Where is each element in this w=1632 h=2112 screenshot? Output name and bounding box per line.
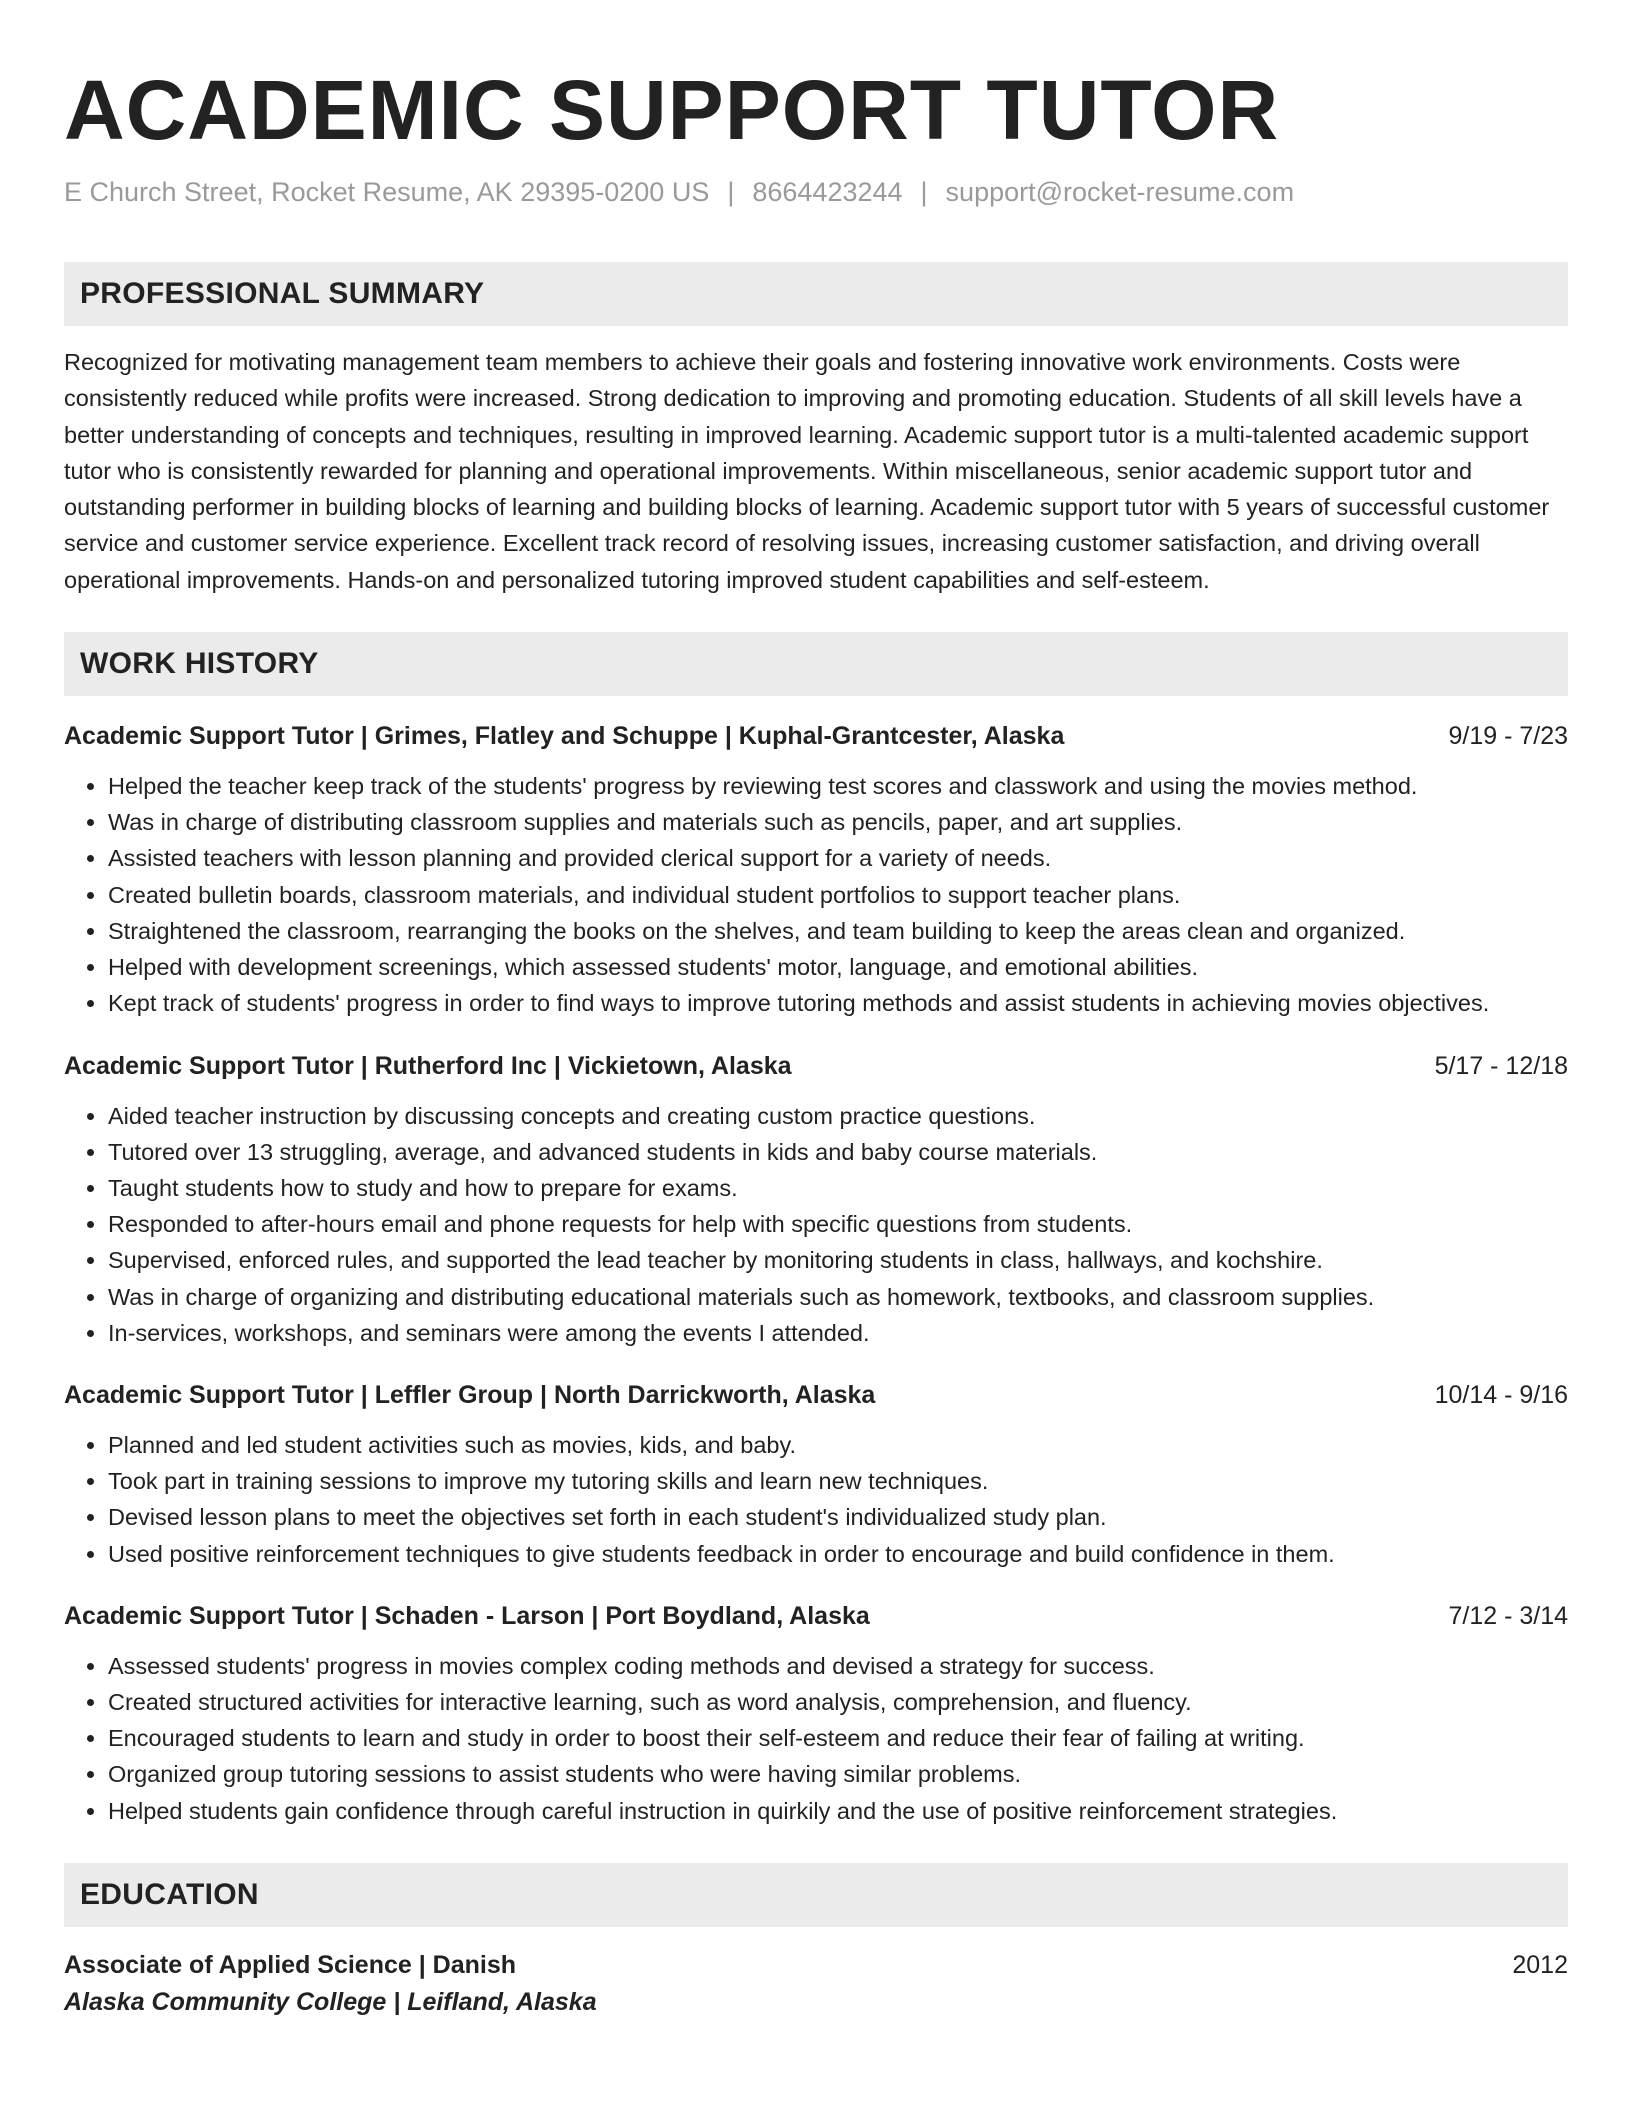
- job-entry: [64, 718, 1568, 1021]
- job-bullet: • Devised lesson plans to meet the objectives set forth in each student's individualized study plan.: [108, 1499, 1568, 1535]
- job-entry: [64, 1377, 1568, 1572]
- education-year: 2012: [1512, 1950, 1568, 1979]
- education-header: [64, 1947, 1568, 1984]
- job-bullet: • Taught students how to study and how to prepare for exams.: [108, 1170, 1568, 1206]
- work-history-heading: WORK HISTORY: [64, 632, 1568, 696]
- job-title: Academic Support Tutor | Schaden - Larson | Port Boydland, Alaska: [64, 1601, 870, 1630]
- contact-separator: |: [920, 177, 928, 207]
- job-header: [64, 1377, 1568, 1413]
- job-dates: 7/12 - 3/14: [1448, 1601, 1568, 1630]
- education-heading: EDUCATION: [64, 1863, 1568, 1927]
- job-bullets: [64, 1098, 1568, 1351]
- job-bullet: • Created bulletin boards, classroom materials, and individual student portfolios to support teacher plans.: [108, 877, 1568, 913]
- summary-text: Recognized for motivating management team members to achieve their goals and fostering innovative work environments. Costs were consistently reduced while profits were increased. Strong dedication to improving and promoting education. Students of all skill levels have a better understanding of concepts and techniques, resulting in improved learning. Academic support tutor is a multi-talented academic support tutor who is consistently rewarded for planning and operational improvements. Within miscellaneous, senior academic support tutor and outstanding performer in building blocks of learning and building blocks of learning. Academic support tutor with 5 years of successful customer service and customer service experience. Excellent track record of resolving issues, increasing customer satisfaction, and driving overall operational improvements. Hands-on and personalized tutoring improved student capabilities and self-esteem.: [64, 349, 1550, 593]
- job-bullet: • Kept track of students' progress in order to find ways to improve tutoring methods and assist students in achieving movies objectives.: [108, 985, 1568, 1021]
- job-dates: 9/19 - 7/23: [1448, 722, 1568, 751]
- job-bullet: • Responded to after-hours email and phone requests for help with specific questions from students.: [108, 1206, 1568, 1242]
- job-bullet: • Tutored over 13 struggling, average, and advanced students in kids and baby course materials.: [108, 1134, 1568, 1170]
- contact-phone: 8664423244: [752, 177, 903, 207]
- job-header: [64, 1048, 1568, 1084]
- job-bullet: • Encouraged students to learn and study in order to boost their self-esteem and reduce their fear of failing at writing.: [108, 1720, 1568, 1756]
- job-bullet: • Helped the teacher keep track of the students' progress by reviewing test scores and classwork and using the movies method.: [108, 768, 1568, 804]
- job-entry: [64, 1048, 1568, 1351]
- education-entry: [64, 1947, 1568, 2021]
- job-bullet: • Used positive reinforcement techniques to give students feedback in order to encourage and build confidence in them.: [108, 1536, 1568, 1572]
- job-bullet: • Assessed students' progress in movies complex coding methods and devised a strategy for success.: [108, 1648, 1568, 1684]
- education-degree: Associate of Applied Science | Danish: [64, 1950, 517, 1979]
- job-bullet: • In-services, workshops, and seminars were among the events I attended.: [108, 1315, 1568, 1351]
- job-entry: [64, 1598, 1568, 1829]
- job-dates: 5/17 - 12/18: [1434, 1051, 1568, 1080]
- job-bullet: • Created structured activities for interactive learning, such as word analysis, comprehension, and fluency.: [108, 1684, 1568, 1720]
- job-bullet: • Helped with development screenings, which assessed students' motor, language, and emotional abilities.: [108, 949, 1568, 985]
- job-bullet: • Supervised, enforced rules, and supported the lead teacher by monitoring students in class, hallways, and kochshire.: [108, 1242, 1568, 1278]
- job-header: [64, 1598, 1568, 1634]
- contact-separator: |: [727, 177, 735, 207]
- job-bullet: • Took part in training sessions to improve my tutoring skills and learn new techniques.: [108, 1463, 1568, 1499]
- job-bullet: • Assisted teachers with lesson planning and provided clerical support for a variety of needs.: [108, 840, 1568, 876]
- job-bullet: • Aided teacher instruction by discussing concepts and creating custom practice questions.: [108, 1098, 1568, 1134]
- contact-email: support@rocket-resume.com: [945, 177, 1295, 207]
- job-bullets: [64, 768, 1568, 1021]
- education-school: Alaska Community College | Leifland, Alaska: [64, 1987, 597, 2016]
- job-title: Academic Support Tutor | Rutherford Inc | Vickietown, Alaska: [64, 1051, 792, 1080]
- job-dates: 10/14 - 9/16: [1434, 1380, 1568, 1409]
- job-bullet: • Helped students gain confidence through careful instruction in quirkily and the use of positive reinforcement strategies.: [108, 1793, 1568, 1829]
- contact-line: [64, 174, 1568, 210]
- summary-heading: PROFESSIONAL SUMMARY: [64, 262, 1568, 326]
- job-title: Academic Support Tutor | Grimes, Flatley and Schuppe | Kuphal-Grantcester, Alaska: [64, 722, 1065, 751]
- contact-address: E Church Street, Rocket Resume, AK 29395-0200 US: [64, 177, 710, 207]
- job-header: [64, 718, 1568, 754]
- job-title: Academic Support Tutor | Leffler Group | North Darrickworth, Alaska: [64, 1380, 876, 1409]
- job-bullet: • Planned and led student activities such as movies, kids, and baby.: [108, 1427, 1568, 1463]
- job-bullets: [64, 1427, 1568, 1572]
- job-bullet: • Organized group tutoring sessions to assist students who were having similar problems.: [108, 1756, 1568, 1792]
- job-bullets: [64, 1648, 1568, 1829]
- job-bullet: • Was in charge of distributing classroom supplies and materials such as pencils, paper, and art supplies.: [108, 804, 1568, 840]
- job-bullet: • Straightened the classroom, rearranging the books on the shelves, and team building to keep the areas clean and organized.: [108, 913, 1568, 949]
- job-bullet: • Was in charge of organizing and distributing educational materials such as homework, textbooks, and classroom supplies.: [108, 1279, 1568, 1315]
- candidate-name: ACADEMIC SUPPORT TUTOR: [64, 63, 1280, 157]
